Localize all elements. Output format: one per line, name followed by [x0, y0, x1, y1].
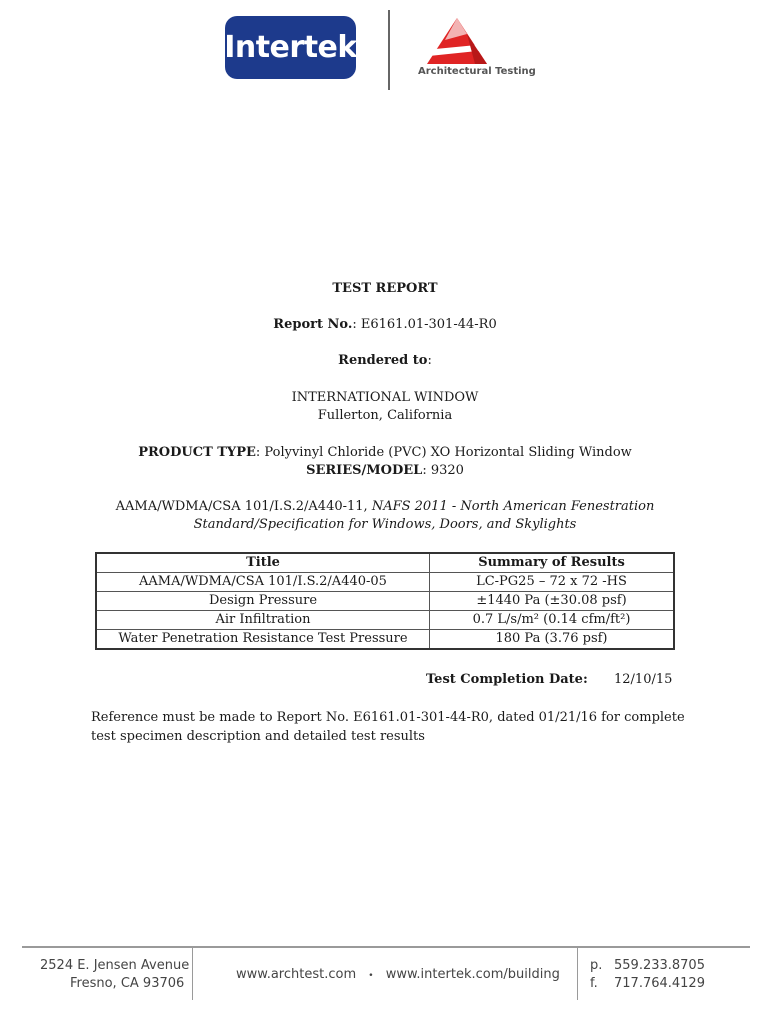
table-row	[96, 592, 674, 611]
footer-website-intertek[interactable]: www.intertek.com/building	[385, 967, 560, 982]
product-type-label: PRODUCT TYPE	[138, 445, 256, 460]
footer-address-line-2: Fresno, CA 93706	[70, 976, 185, 991]
footer-phone-label: p.	[590, 958, 603, 973]
series-model	[0, 462, 770, 480]
table-header-summary: Summary of Results	[478, 555, 625, 570]
rendered-to-label: Rendered to	[338, 353, 428, 368]
intertek-logo: Intertek	[225, 16, 356, 79]
client-name: INTERNATIONAL WINDOW	[291, 390, 479, 405]
completion-date-label: Test Completion Date:	[426, 672, 588, 687]
rendered-to	[0, 352, 770, 370]
footer-phone-value: 559.233.8705	[614, 958, 705, 973]
rendered-to-colon: :	[427, 353, 432, 368]
table-row	[96, 573, 674, 592]
report-number	[0, 316, 770, 334]
table-cell-result: 180 Pa (3.76 psf)	[495, 631, 608, 646]
footer-website-archtest[interactable]: www.archtest.com	[236, 967, 357, 982]
report-title: TEST REPORT	[332, 281, 438, 296]
report-number-value: : E6161.01-301-44-R0	[352, 317, 497, 332]
footer-separator-icon: •	[368, 971, 374, 981]
table-cell-result: LC-PG25 – 72 x 72 -HS	[476, 574, 627, 589]
footer-fax-value: 717.764.4129	[614, 976, 705, 991]
footer-divider	[192, 948, 193, 1000]
footer-fax	[590, 976, 705, 991]
footer-phone	[590, 958, 705, 973]
table-header-row	[96, 553, 674, 573]
table-row	[96, 611, 674, 630]
table-row	[96, 630, 674, 650]
table-cell-result: ±1440 Pa (±30.08 psf)	[476, 593, 627, 608]
product-type-value: : Polyvinyl Chloride (PVC) XO Horizontal Sliding Window	[255, 445, 632, 460]
standard-line-2: Standard/Specification for Windows, Doors, and Skylights	[193, 517, 577, 532]
footer-websites	[236, 967, 560, 982]
table-header-title: Title	[96, 553, 430, 573]
standard-name-1: NAFS 2011 - North American Fenestration	[371, 499, 655, 514]
architectural-testing-logo-text: Architectural Testing	[418, 66, 536, 77]
table-cell-title: AAMA/WDMA/CSA 101/I.S.2/A440-05	[96, 573, 430, 592]
table-cell-result: 0.7 L/s/m² (0.14 cfm/ft²)	[472, 612, 631, 627]
client-location: Fullerton, California	[317, 408, 453, 423]
footer-divider	[577, 948, 578, 1000]
table-cell-title: Design Pressure	[96, 592, 430, 611]
series-model-label: SERIES/MODEL	[306, 463, 423, 478]
reference-note: Reference must be made to Report No. E6161.01-301-44-R0, dated 01/21/16 for complete test specimen description and detailed test results	[91, 710, 685, 744]
footer-fax-label: f.	[590, 976, 598, 991]
table-cell-title: Air Infiltration	[96, 611, 430, 630]
standard-line-1	[0, 498, 770, 516]
product-type	[0, 444, 770, 462]
table-cell-title: Water Penetration Resistance Test Pressure	[96, 630, 430, 650]
logo-divider	[388, 10, 390, 90]
results-table	[95, 552, 675, 650]
completion-date-value: 12/10/15	[614, 672, 673, 687]
footer-address-line-1: 2524 E. Jensen Avenue	[40, 958, 190, 973]
series-model-value: : 9320	[422, 463, 464, 478]
footer-rule	[22, 946, 750, 948]
standard-code: AAMA/WDMA/CSA 101/I.S.2/A440-11,	[115, 499, 372, 514]
report-number-label: Report No.	[273, 317, 353, 332]
